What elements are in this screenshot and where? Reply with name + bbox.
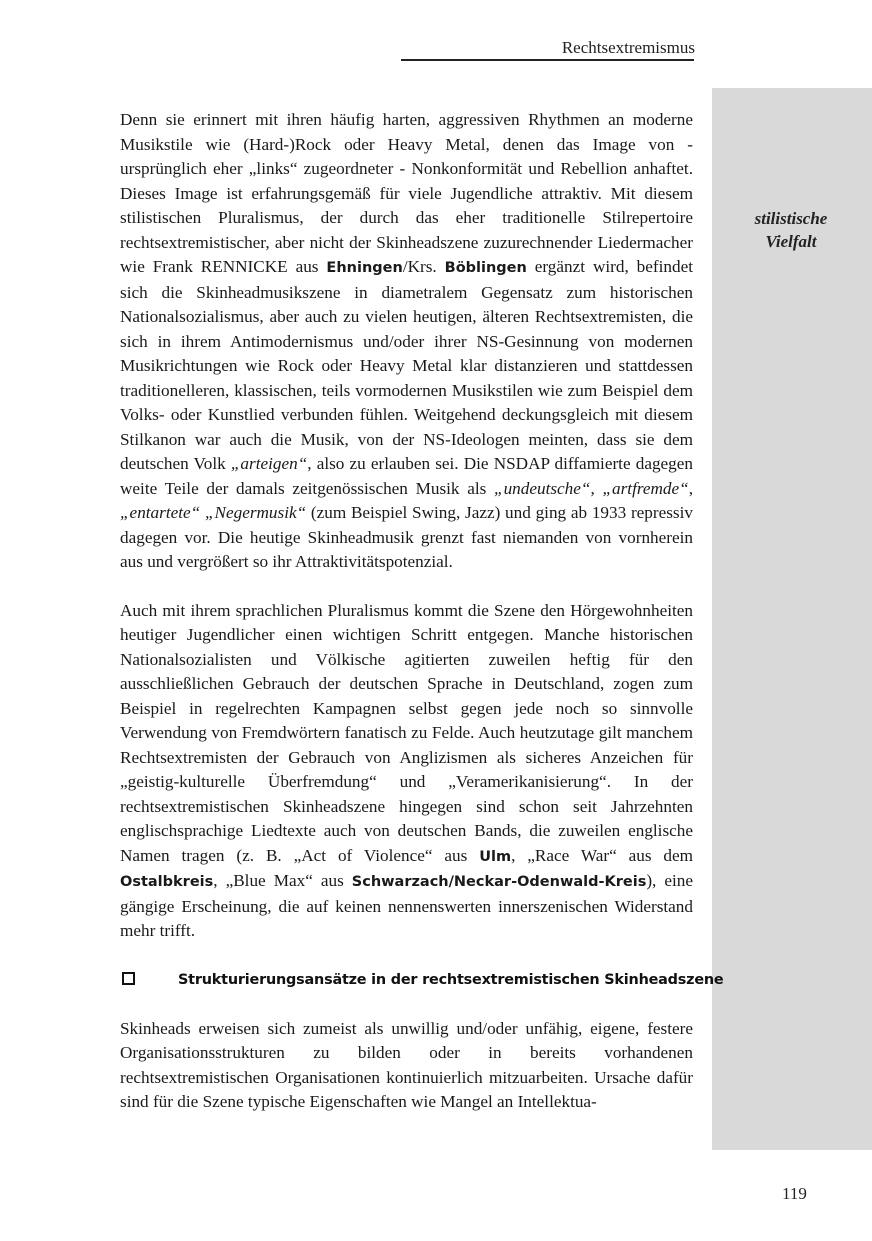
page-number: 119 (782, 1184, 807, 1203)
header-rule (401, 59, 694, 61)
margin-note-line-1: stilistische (754, 209, 828, 228)
section-heading (120, 968, 724, 994)
text-run: Auch mit ihrem sprachlichen Pluralismus kommt die Szene den Hörgewohnheiten heutiger Jugendlicher einen wichtigen Schritt entgegen. Manche historischen Nationalsozialisten und Völkische agitierten zuweilen heftig für den ausschließlichen Gebrauch der deutschen Sprache in Deutschland, zogen zum Beispiel in regelrechten Kampagnen selbst gegen jede noch so sinnvolle Verwendung von Fremdwörtern fanatisch zu Felde. Auch heutzutage gilt manchem Rechtsextremisten der Gebrauch von Anglizismen als sicheres Anzeichen für „geistig-kulturelle Überfremdung“ und „Veramerikanisierung“. In der rechtsextremistischen Skinheadszene hingegen sind schon seit Jahrzehnten englischsprachige Liedtexte auch von deutschen Bands, die zuweilen englische Namen tragen (z. B. „Act of Violence“ aus (120, 600, 693, 865)
quoted-term: „artfremde“ (602, 478, 689, 498)
main-text (120, 108, 724, 1139)
text-run: , (590, 478, 603, 498)
text-run: , „Race War“ aus dem (511, 845, 694, 865)
paragraph-3 (120, 1017, 693, 1115)
paragraph-2 (120, 599, 693, 944)
quoted-term: „undeutsche“ (494, 478, 591, 498)
place-name: Schwarzach/Neckar-Odenwald-Kreis (351, 874, 647, 890)
place-name: Böblingen (444, 260, 527, 276)
quoted-term: „arteigen“ (230, 454, 308, 473)
section-title: Strukturierungsansätze in der rechtsextremistischen Skinheadszene (178, 971, 724, 988)
quoted-term: „entartete“ „Negermusik“ (120, 503, 307, 522)
text-run: (zum Beispiel Swing, Jazz) und ging ab 1933 repressiv dagegen vor. Die heutige Skinheadmusik grenzt fast niemanden von vornherein aus und vergrößert so ihr Attraktivitätspotenzial. (120, 503, 693, 571)
place-name: Ostalbkreis (120, 874, 214, 890)
text-run: Denn sie erinnert mit ihren häufig harten, aggressiven Rhythmen an moderne Musikstile wie (Hard-)Rock oder Heavy Metal, denen das Image von - ursprünglich eher „links“ zugeordneter - Nonkonformität und Rebellion anhaftet. Dieses Image ist erfahrungsgemäß für viele Jugendliche attraktiv. Mit diesem stilistischen Pluralismus, der durch das eher traditionelle Stilrepertoire rechtsextremistischer, aber nicht der Skinheadszene zuzurechnender Liedermacher wie Frank RENNICKE aus (120, 110, 693, 276)
text-run: /Krs. (402, 257, 445, 276)
checkbox-icon (122, 972, 135, 985)
text-run: , also zu erlauben sei. Die NSDAP diffamierte dagegen weite Teile der damals zeitgenössischen Musik als (120, 454, 693, 498)
margin-note (735, 208, 847, 253)
text-run: ergänzt wird, befindet sich die Skinheadmusikszene in diametralem Gegensatz zum historischen Nationalsozialismus, aber auch zu vielen heutigen, älteren Rechtsextremisten, die sich in ihrem Antimodernismus und/oder ihrer NS-Gesinnung von modernen Musikrichtungen wie Rock oder Heavy Metal klar distanzieren und stattdessen traditionelleren, klassischen, teils vormodernen Musikstilen wie zum Beispiel dem Volks- oder Kunstlied verbunden fühlen. Weitgehend deckungsgleich mit diesem Stilkanon war auch die Musik, von der NS-Ideologen meinten, dass sie dem deutschen Volk (120, 257, 693, 473)
text-run: ), eine gängige Erscheinung, die auf keinen nennenswerten innerszenischen Widerstand mehr trifft. (120, 871, 693, 940)
margin-note-line-2: Vielfalt (765, 231, 817, 251)
text-run: , (688, 478, 694, 498)
text-run: Skinheads erweisen sich zumeist als unwillig und/oder unfähig, eigene, festere Organisationsstrukturen zu bilden oder in bereits vorhandenen rechtsextremistischen Organisationen kontinuierlich mitzuarbeiten. Ursache dafür sind für die Szene typische Eigenschaften wie Mangel an Intellektua- (120, 1018, 693, 1111)
paragraph-1 (120, 108, 693, 575)
running-header: Rechtsextremismus (561, 38, 695, 57)
place-name: Ehningen (326, 260, 403, 276)
place-name: Ulm (479, 848, 512, 865)
text-run: , „Blue Max“ aus (213, 871, 352, 890)
